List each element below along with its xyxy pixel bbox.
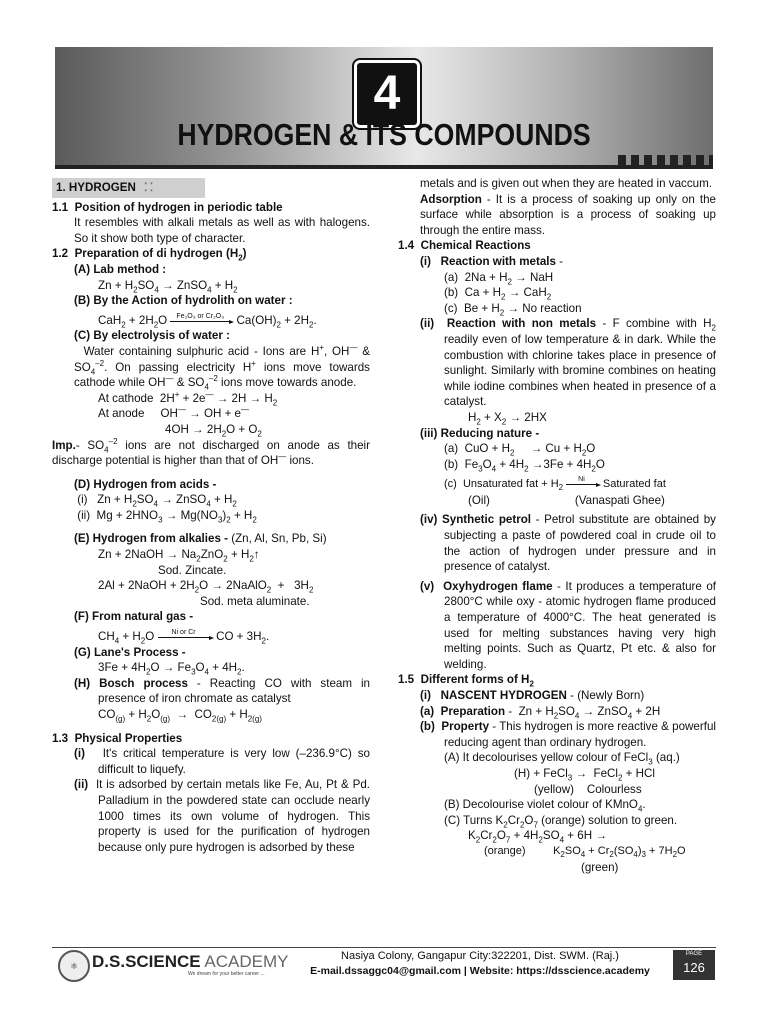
alkalies-title: (E) Hydrogen from alkalies - (Zn, Al, Sn, Pb, Si) [74,532,327,546]
eq-anode: At anode OH— → OH + e— [98,405,250,421]
oil-ghee: (Oil) (Vanaspati Ghee) [468,493,665,507]
green-label: (green) [581,860,619,874]
right-column [398,176,716,875]
eq-acid-1: (i) $Zn + H_2SO_4$ → ZnSO$_4$ + $H_2$ [74,493,237,509]
eq-lane: $3Fe + 4H_2O \to Fe_3O_4 + 4H_2$. [98,661,245,677]
reducing-title: (iii) Reducing nature - [420,426,540,440]
eq-rx-a: (a) $2Na + H_2$ → NaH [444,270,554,286]
page-badge [673,950,715,980]
s1-1-text: It resembles with alkali metals as well as with halogens. So it show both type of character. [74,216,370,245]
subsection-1-1: 1.1 Position of hydrogen in periodic table [52,200,283,214]
nascent-title: (i) NASCENT HYDROGEN - (Newly Born) [420,689,645,702]
chapter-title: HYDROGEN & ITS COMPOUNDS [177,117,591,152]
footer-address: Nasiya Colony, Gangapur City:322201, Dist. SWM. (Raj.) [341,950,619,962]
continuation-text: metals and is given out when they are heated in vaccum. [420,177,712,190]
eq-alkali-1: Zn + 2NaOH → $Na_2ZnO_2$ + $H_2↑$ [98,548,260,564]
logo-emblem-icon: ⚛ [58,950,90,982]
rx-nonmetals: (ii) Reaction with non metals - F combine with $H_2$ readily even of low temperature & in dark. While the combustion with chlorine takes place in presence of sunlight. Similarly with bromine combines on heating while iodine combines when heated in presence of a catalyst. [420,317,716,409]
eq-halogen: $H_2 + X_2 \to 2HX$ [468,410,547,427]
eq-rx-c: (c) $Be + H_2 \to No$ reaction [444,301,582,318]
natural-gas-title: (F) From natural gas - [74,610,194,624]
oxyhydrogen-flame: (v) Oxyhydrogen flame - It produces a temperature of 2800°C while oxy - atomic hydrogen flame produced a temperature of 4000°C. The heat generated is used for melting substances having very high melting points. Such as Quartz, Pt etc. & also for welding. [420,579,716,671]
chapter-number: 4 [354,60,420,128]
bosch-process: (H) Bosch process - Reacting CO with steam in presence of iron chromate as catalyst [74,676,370,706]
phys-prop-1: (i) It's critical temperature is very low (–236.9°C) so difficult to liquefy. [74,747,371,776]
acids-title: (D) Hydrogen from acids - [74,477,217,491]
logo-text: D.S.SCIENCE ACADEMY [92,952,289,971]
footer-rule [52,947,716,948]
eq-red-c: (c) Unsaturated fat + $H_2$ Ni Saturated fat [444,476,666,493]
lane-title: (G) Lane's Process - [74,645,186,659]
synthetic-petrol: (iv) Synthetic petrol - Petrol substitute are obtained by subjecting a paste of powdered coal in crude oil to the action of hydrogen under pressure and in presence of catalyst. [420,513,716,574]
eq-bosch: $CO_{(g)} + H_2O_{(g)} \to CO_{2(g)} + H_{2(g)}$ [98,708,262,724]
prop-a: (A) It decolourises yellow colour of FeCl$_3$ (aq.) [444,751,680,767]
left-column [52,178,370,855]
page-number: 126 [683,960,705,975]
eq-lab: $Zn + H_2SO_4$ → ZnSO$_4$ + $H_2$ [98,278,238,294]
subsection-1-4: 1.4 Chemical Reactions [398,239,531,253]
sod-zincate: Sod. Zincate. [158,563,227,577]
phys-prop-2: (ii) It is adsorbed by certain metals like Fe, Au, Pt & Pd. Palladium in the powdered state can occlude nearly 1000 times its own volume of hydrogen. This property is used for the purification of hydrogen because only pure hydrogen is adsorbed by these [74,778,370,854]
subsection-1-5: 1.5 Different forms of $H_2$ [398,673,534,689]
page-label: PAGE [685,951,703,957]
nascent-prep: (a) Preparation - $Zn + H_2SO_4$ → ZnSO$_4$ + 2H [420,704,661,720]
nascent-property: (b) Property - This hydrogen is more reactive & powerful reducing agent than ordinary hydrogen. [420,720,716,749]
eq-dichromate: $K_2Cr_2O_7 + 4H_2SO_4 + 6H$ → [468,829,607,845]
adsorption-def: Adsorption - It is a process of soaking up only on the surface while absorption is a process of soaking up through the entire mass. [420,192,716,237]
prop-b: (B) Decolourise violet colour of KMnO$_4$. [444,798,646,814]
eq-red-a: (a) CuO + $H_2$ → $Cu + H_2O$ [444,442,596,458]
eq-cathode: At cathode $2H^+ + 2e^— \to 2H \to H_2$ [98,389,278,408]
eq-fecl3: (H) + FeCl$_3$ → FeCl$_2$ + HCl [514,766,655,783]
sod-meta: Sod. meta aluminate. [200,594,310,608]
eq-hydrolith: $CaH_2 + 2H_2O$ Fe₂O₃ or Cr₂O₃ $Ca(OH)_2 + 2H_2$. [98,312,317,330]
eq-acid-2: (ii) $Mg + 2HNO_3 \to Mg(NO_3)_2 + H_2$ [74,508,257,525]
imp-note: Imp.- $SO_4^{-2}$ ions are not discharged on anode as their discharge potential is higher than that of OH— ions. [52,436,370,468]
electrolysis-title: (C) By electrolysis of water : [74,329,230,343]
eq-natural-gas: $CH_4 + H_2O$ Ni or Cr CO + $3H_2$. [98,629,270,646]
subsection-1-3: 1.3 Physical Properties [52,731,183,745]
yellow-colourless: (yellow) Colourless [534,782,642,796]
hydrolith-title: (B) By the Action of hydrolith on water : [74,294,293,308]
eq-anode-2: $4OH \to 2H_2O + O_2$ [165,422,262,439]
eq-rx-b: (b) $Ca + H_2 \to CaH_2$ [444,286,552,302]
eq-alkali-2: 2Al + 2NaOH + $2H_2O$ → 2NaAlO$_2$ + $3H_2$ [98,579,314,595]
banner-stripes [618,155,713,165]
subsection-1-2: 1.2 Preparation of di hydrogen $(H_2)$ [52,247,247,263]
rx-metals-title: (i) Reaction with metals - [420,254,564,268]
eq-dichromate-2: (orange) $K_2SO_4 + Cr_2(SO_4)_3 + 7H_2O$ [484,844,686,860]
footer-contact: E-mail.dssaggc04@gmail.com | Website: https://dsscience.academy [310,965,650,977]
lab-method: (A) Lab method : [74,262,167,276]
logo-tagline: We dream for your better career ... [188,971,265,977]
section-heading: 1. HYDROGEN ⁚⁚ [52,178,205,198]
eq-red-b: (b) $Fe_3O_4 + 4H_2 \to 3Fe + 4H_2O$ [444,457,605,473]
banner-rule [55,165,713,169]
prop-c: (C) Turns $K_2Cr_2O_7$ (orange) solution to green. [444,813,678,830]
electrolysis-text: Water containing sulphuric acid - Ions are H+, OH— & $SO_4^{-2}$. On passing electricity H+ ions move towards cathode while OH— & $SO_4^{-2}$ ions move towards anode. [74,343,370,392]
academy-logo [58,950,308,980]
